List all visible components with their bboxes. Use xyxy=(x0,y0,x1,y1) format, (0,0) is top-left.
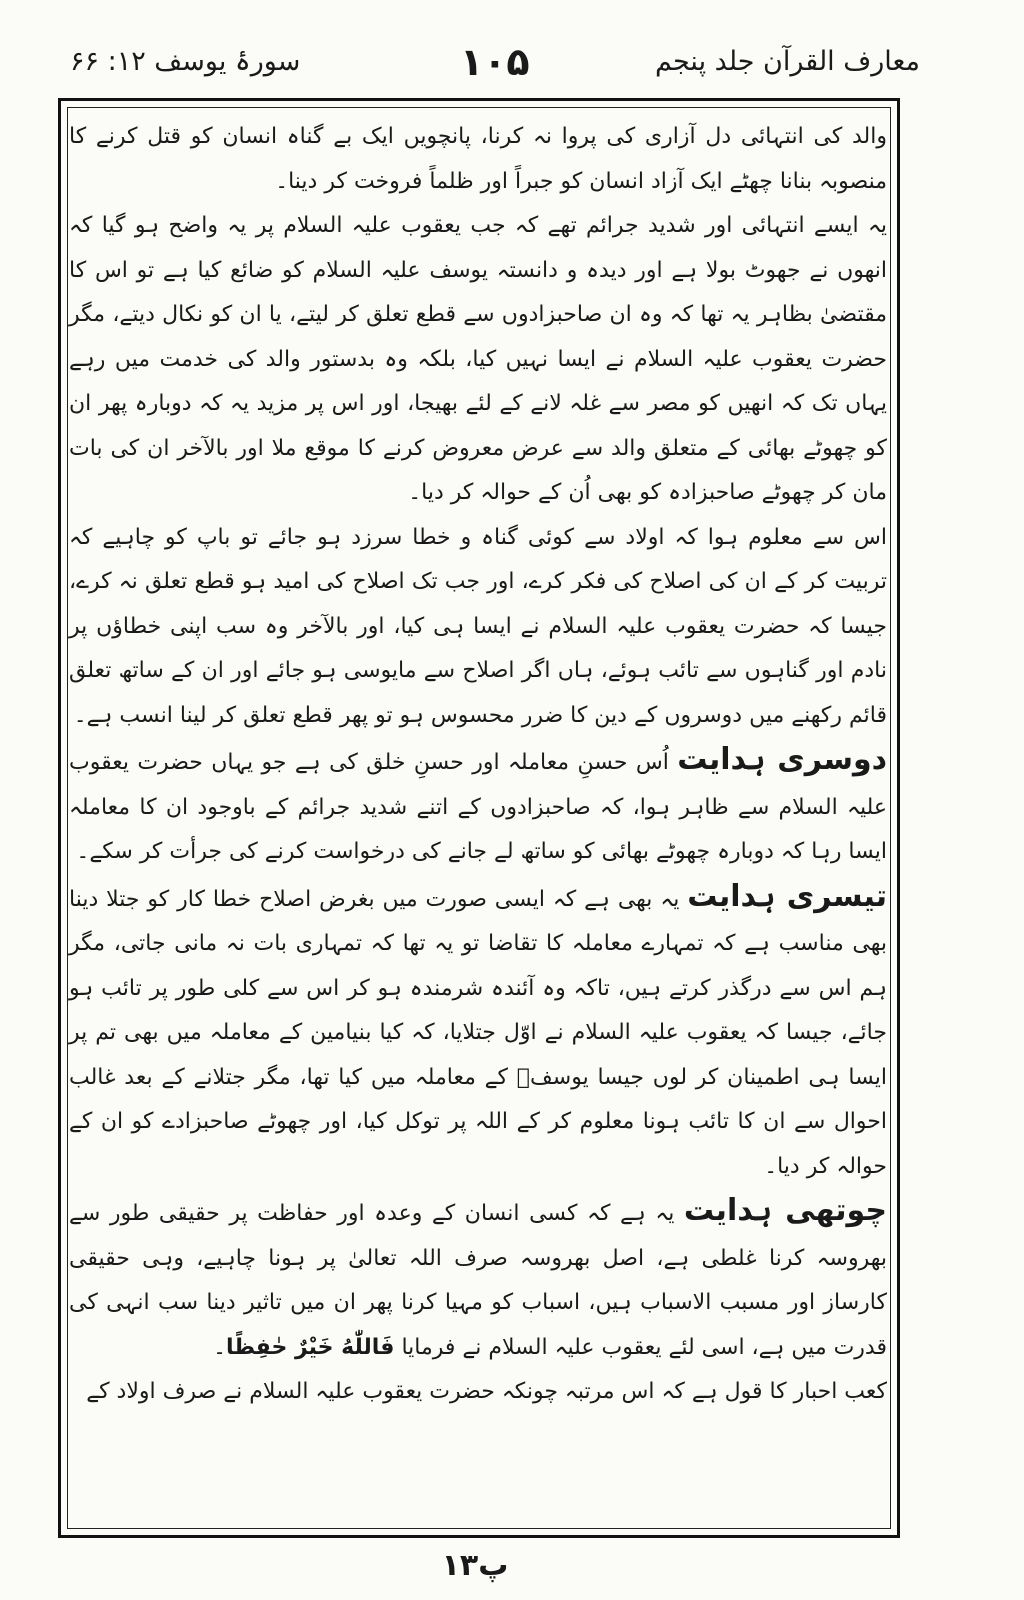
paragraph-text: یہ بھی ہے کہ ایسی صورت میں بغرض اصلاح خطا کار کو جتلا دینا بھی مناسب ہے کہ تمہارے معاملہ کا تقاضا تو یہ تھا کہ تمہاری بات نہ مانی جاتی، مگر ہم اس سے درگذر کرتے ہیں، تاکہ وہ آئندہ شرمندہ ہو کر اس سے کلی طور پر تائب ہو جائے، جیسا کہ یعقوب علیہ السلام نے اوّل جتلایا، کہ کیا بنیامین کے معاملہ میں بھی تم پر ایسا ہی اطمینان کر لوں جیسا یوسفؑ کے معاملہ میں کیا تھا، مگر جتلانے کے بعد غالب احوال سے ان کا تائب ہونا معلوم کر کے اللہ پر توکل کیا، اور چھوٹے صاحبزادے کو ان کے حوالہ کر دیا۔ xyxy=(69,886,887,1179)
text-frame xyxy=(58,98,900,1538)
page-number: ۱۰۵ xyxy=(460,40,530,84)
quran-quote: فَاللّٰهُ خَيْرٌ حٰفِظًا xyxy=(225,1334,395,1360)
page-body xyxy=(69,115,887,1525)
paragraph xyxy=(69,875,887,1190)
paragraph xyxy=(69,1370,887,1415)
paragraph-text: کعب احبار کا قول ہے کہ اس مرتبہ چونکہ حضرت یعقوب علیہ السلام نے صرف اولاد کے xyxy=(86,1379,887,1404)
paragraph xyxy=(69,516,887,739)
paragraph xyxy=(69,115,887,204)
section-heading: دوسری ہدایت xyxy=(677,742,887,777)
paragraph-text: اس سے معلوم ہوا کہ اولاد سے کوئی گناہ و خطا سرزد ہو جائے تو باپ کو چاہیے کہ تربیت کر کے ان کی اصلاح کی فکر کرے، اور جب تک اصلاح کی امید ہو قطع تعلق نہ کرے، جیسا کہ حضرت یعقوب علیہ السلام نے ایسا ہی کیا، اور بالآخر وہ سب اپنی خطاؤں پر نادم اور گناہوں سے تائب ہوئے، ہاں اگر اصلاح سے مایوسی ہو جائے اور ان کے ساتھ تعلق قائم رکھنے میں دوسروں کے دین کا ضرر محسوس ہو تو پھر قطع تعلق کر لینا انسب ہے۔ xyxy=(69,524,887,728)
section-heading: تیسری ہدایت xyxy=(687,878,888,914)
section-heading: چوتھی ہدایت xyxy=(683,1193,887,1228)
book-title: معارف القرآن جلد پنجم xyxy=(655,46,920,77)
paragraph-text: یہ ہے کہ کسی انسان کے وعدہ اور حفاظت پر حقیقی طور سے بھروسہ کرنا غلطی ہے، اصل بھروسہ صرف اللہ تعالیٰ پر ہونا چاہیے، وہی حقیقی کارساز اور مسبب الاسباب ہیں، اسباب کو مہیا کرنا پھر ان میں تاثیر دینا سب انہی کی قدرت میں ہے، اسی لئے یعقوب علیہ السلام نے فرمایا xyxy=(69,1201,887,1360)
footer-signature: ۱۳پ xyxy=(441,1548,509,1583)
paragraph-end: ۔ xyxy=(213,1334,226,1360)
paragraph xyxy=(69,738,887,875)
paragraph xyxy=(69,204,887,516)
page-header xyxy=(60,40,920,96)
paragraph xyxy=(69,1189,887,1370)
paragraph-text: والد کی انتہائی دل آزاری کی پروا نہ کرنا، پانچویں ایک بے گناہ انسان کو قتل کرنے کا منصوبہ بنانا چھٹے ایک آزاد انسان کو جبراً اور ظلماً فروخت کر دینا۔ xyxy=(69,124,887,194)
paragraph-text: یہ ایسے انتہائی اور شدید جرائم تھے کہ جب یعقوب علیہ السلام پر یہ واضح ہو گیا کہ انھوں نے جھوٹ بولا ہے اور دیدہ و دانستہ یوسف علیہ السلام کو ضائع کیا ہے تو اس کا مقتضیٰ بظاہر یہ تھا کہ وہ ان صاحبزادوں سے قطع تعلق کر لیتے، یا ان کو نکال دیتے، مگر حضرت یعقوب علیہ السلام نے ایسا نہیں کیا، بلکہ وہ بدستور والد کی خدمت میں رہے یہاں تک کہ انھیں کو مصر سے غلہ لانے کے لئے بھیجا، اور اس پر مزید یہ کہ دوبارہ پھر ان کو چھوٹے بھائی کے متعلق والد سے عرض معروض کرنے کا موقع ملا اور بالآخر ان کی بات مان کر چھوٹے صاحبزادہ کو بھی اُن کے حوالہ کر دیا۔ xyxy=(69,213,887,505)
surah-reference: سورۂ یوسف ۱۲: ۶۶ xyxy=(70,46,301,77)
paragraph-text: اُس حسنِ معاملہ اور حسنِ خلق کی ہے جو یہاں حضرت یعقوب علیہ السلام سے ظاہر ہوا، کہ صاحبزادوں کے اتنے شدید جرائم کے باوجود ان کا معاملہ ایسا رہا کہ دوبارہ چھوٹے بھائی کو ساتھ لے جانے کی درخواست کرنے کی جرأت کر سکے۔ xyxy=(69,750,887,864)
